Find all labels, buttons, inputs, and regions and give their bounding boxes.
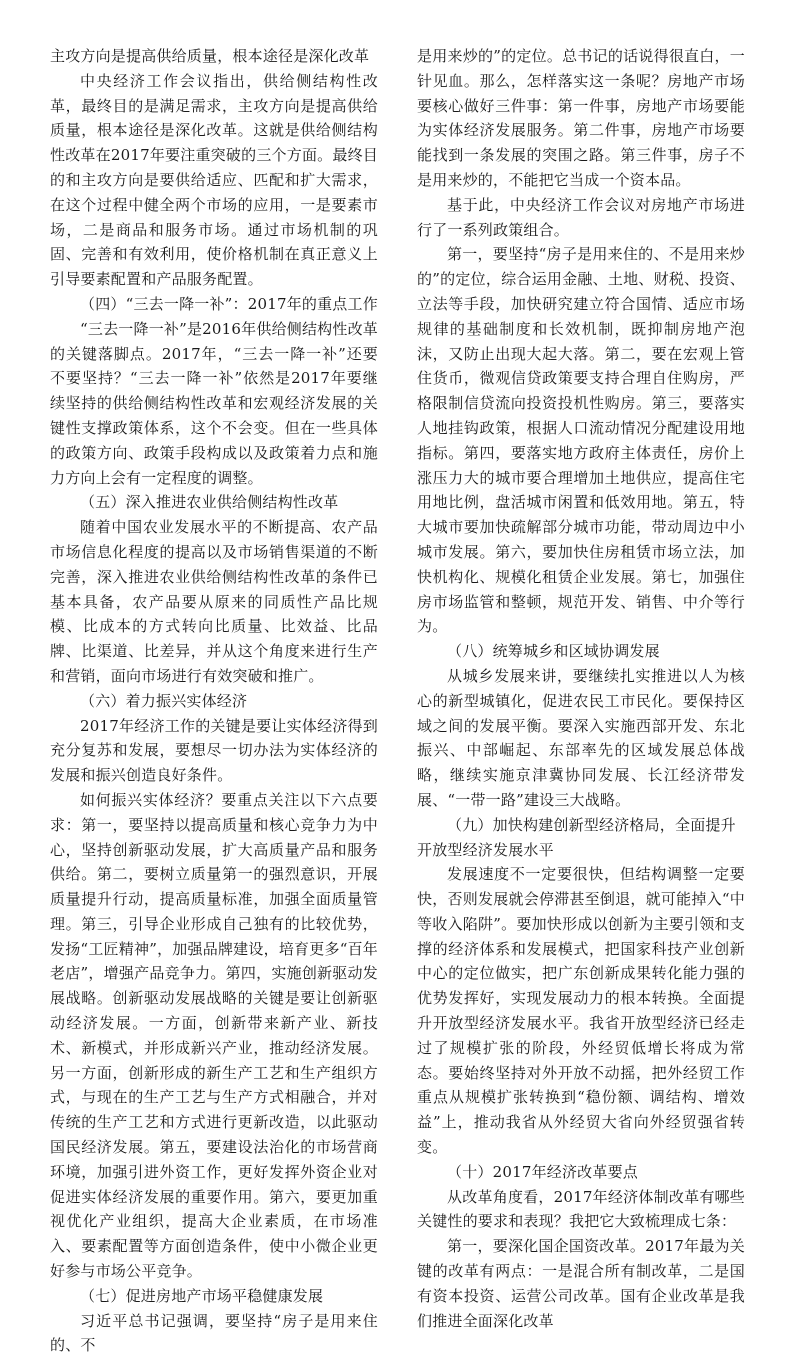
body-paragraph: 第一，要深化国企国资改革。2017年最为关键的改革有两点：一是混合所有制改革，二是国有资本投资、运营公司改革。国有企业改革是我们推进全面深化改革: [417, 1237, 745, 1330]
section-heading: （十）2017年经济改革要点: [447, 1162, 638, 1181]
left-text-column: [50, 44, 378, 1358]
body-paragraph: 中央经济工作会议指出，供给侧结构性改革，最终目的是满足需求，主攻方向是提高供给质量，根本途径是深化改革。这就是供给侧结构性改革在2017年要注重突破的三个方面。最终目的和主攻方向是要供给适应、匹配和扩大需求，在这个过程中健全两个市场的应用，一是要素市场，二是商品和服务市场。通过市场机制的巩固、完善和有效利用，使价格机制在真正意义上引导要素配置和产品服务配置。: [50, 71, 378, 289]
section-heading: （九）加快构建创新型经济格局，全面提升开放型经济发展水平: [417, 815, 736, 859]
body-paragraph: 从改革角度看，2017年经济体制改革有哪些关键性的要求和表现？我把它大致梳理成七条：: [417, 1187, 745, 1231]
body-paragraph: 习近平总书记强调，要坚持“房子是用来住的、不: [50, 1311, 378, 1355]
body-paragraph: 如何振兴实体经济？要重点关注以下六点要求：第一，要坚持以提高质量和核心竞争力为中心，坚持创新驱动发展，扩大高质量产品和服务供给。第二，要树立质量第一的强烈意识，开展质量提升行动，提高质量标准，加强全面质量管理。第三，引导企业形成自己独有的比较优势，发扬“工匠精神”，加强品牌建设，培育更多“百年老店”，增强产品竞争力。第四，实施创新驱动发展战略。创新驱动发展战略的关键是要让创新驱动经济发展。一方面，创新带来新产业、新技术、新模式，并形成新兴产业，推动经济发展。另一方面，创新形成的新生产工艺和生产组织方式，与现在的生产工艺与生产方式相融合，并对传统的生产工艺和方式进行更新改造，以此驱动国民经济发展。第五，要建设法治化的市场营商环境，加强引进外资工作，更好发挥外资企业对促进实体经济发展的重要作用。第六，要更加重视优化产业组织，提高大企业素质，在市场准入、要素配置等方面创造条件，使中小微企业更好参与市场公平竞争。: [50, 790, 378, 1281]
body-paragraph: 基于此，中央经济工作会议对房地产市场进行了一系列政策组合。: [417, 195, 745, 239]
section-heading: （四）“三去一降一补”：2017年的重点工作: [80, 294, 378, 313]
body-paragraph: 2017年经济工作的关键是要让实体经济得到充分复苏和发展，要想尽一切办法为实体经济的发展和振兴创造良好条件。: [50, 716, 378, 785]
section-heading: （七）促进房地产市场平稳健康发展: [80, 1286, 324, 1305]
body-paragraph: 主攻方向是提高供给质量，根本途径是深化改革: [50, 47, 370, 65]
right-text-column: [417, 44, 745, 1333]
section-heading: （六）着力振兴实体经济: [80, 691, 248, 710]
body-paragraph: “三去一降一补”是2016年供给侧结构性改革的关键落脚点。2017年，“三去一降一补”还要不要坚持？“三去一降一补”依然是2017年要继续坚持的供给侧结构性改革和宏观经济发展的关键性支撑政策体系，这个不会变。但在一些具体的政策方向、政策手段构成以及政策着力点和施力方向上会有一定程度的调整。: [50, 319, 378, 487]
section-heading: （五）深入推进农业供给侧结构性改革: [80, 493, 339, 512]
body-paragraph: 发展速度不一定要很快，但结构调整一定要快，否则发展就会停滞甚至倒退，就可能掉入“中等收入陷阱”。要加快形成以创新为主要引领和支撑的经济体系和发展模式，把国家科技产业创新中心的定位做实，把广东创新成果转化能力强的优势发挥好，实现发展动力的根本转换。全面提升开放型经济发展水平。我省开放型经济已经走过了规模扩张的阶段，外经贸低增长将成为常态。要始终坚持对外开放不动摇，把外经贸工作重点从规模扩张转换到“稳份额、调结构、增效益”上，推动我省从外经贸大省向外经贸强省转变。: [417, 865, 745, 1157]
body-paragraph: 随着中国农业发展水平的不断提高、农产品市场信息化程度的提高以及市场销售渠道的不断完善，深入推进农业供给侧结构性改革的条件已基本具备，农产品要从原来的同质性产品比规模、比成本的方式转向比质量、比效益、比品牌、比渠道、比差异，并从这个角度来进行生产和营销，面向市场进行有效突破和推广。: [50, 518, 378, 685]
body-paragraph: 是用来炒的”的定位。总书记的话说得很直白，一针见血。那么，怎样落实这一条呢？房地产市场要核心做好三件事：第一件事，房地产市场要能为实体经济发展服务。第二件事，房地产市场要能找到一条发展的突围之路。第三件事，房子不是用来炒的，不能把它当成一个资本品。: [417, 47, 745, 189]
body-paragraph: 第一，要坚持“房子是用来住的、不是用来炒的”的定位，综合运用金融、土地、财税、投资、立法等手段，加快研究建立符合国情、适应市场规律的基础制度和长效机制，既抑制房地产泡沫，又防止出现大起大落。第二，要在宏观上管住货币，微观信贷政策要支持合理自住购房，严格限制信贷流向投资投机性购房。第三，要落实人地挂钩政策，根据人口流动情况分配建设用地指标。第四，要落实地方政府主体责任，房价上涨压力大的城市要合理增加土地供应，提高住宅用地比例，盘活城市闲置和低效用地。第五，特大城市要加快疏解部分城市功能，带动周边中小城市发展。第六，要加快住房租赁市场立法，加快机构化、规模化租赁企业发展。第七，加强住房市场监管和整顿，规范开发、销售、中介等行为。: [417, 245, 745, 636]
body-paragraph: 从城乡发展来讲，要继续扎实推进以人为核心的新型城镇化，促进农民工市民化。要保持区域之间的发展平衡。要深入实施西部开发、东北振兴、中部崛起、东部率先的区域发展总体战略，继续实施京津冀协同发展、长江经济带发展、“一带一路”建设三大战略。: [417, 666, 745, 809]
section-heading: （八）统筹城乡和区域协调发展: [447, 642, 660, 661]
